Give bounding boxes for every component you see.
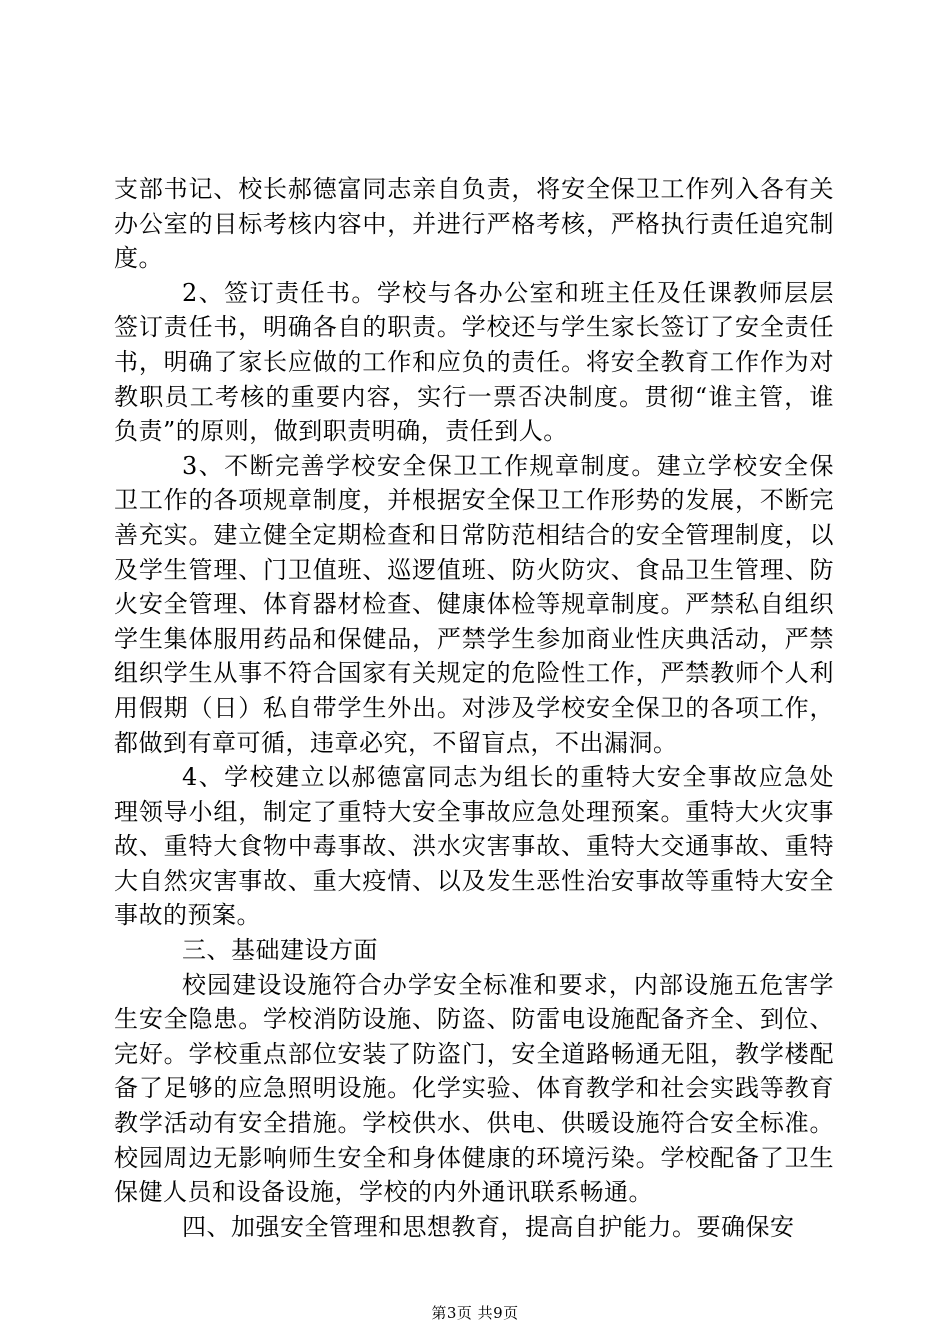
- section-heading-infrastructure: 三、基础建设方面: [182, 936, 378, 965]
- document-body: [114, 172, 834, 1244]
- paragraph-4: 4、学校建立以郝德富同志为组长的重特大安全事故应急处理领导小组，制定了重特大安全事故应急处理预案。重特大火灾事故、重特大食物中毒事故、洪水灾害事故、重特大交通事故、重特大自然灾害事故、重大疫情、以及发生恶性治安事故等重特大安全事故的预案。: [114, 763, 834, 930]
- paragraph-5: 校园建设设施符合办学安全标准和要求，内部设施五危害学生安全隐患。学校消防设施、防盗、防雷电设施配备齐全、到位、完好。学校重点部位安装了防盗门，安全道路畅通无阻，教学楼配备了足够的应急照明设施。化学实验、体育教学和社会实践等教育教学活动有安全措施。学校供水、供电、供暖设施符合安全标准。校园周边无影响师生安全和身体健康的环境污染。学校配备了卫生保健人员和设备设施，学校的内外通讯联系畅通。: [114, 970, 834, 1207]
- paragraph-3: 3、不断完善学校安全保卫工作规章制度。建立学校安全保卫工作的各项规章制度，并根据安全保卫工作形势的发展，不断完善充实。建立健全定期检查和日常防范相结合的安全管理制度，以及学生管理、门卫值班、巡逻值班、防火防灾、食品卫生管理、防火安全管理、体育器材检查、健康体检等规章制度。严禁私自组织学生集体服用药品和保健品，严禁学生参加商业性庆典活动，严禁组织学生从事不符合国家有关规定的危险性工作，严禁教师个人利用假期（日）私自带学生外出。对涉及学校安全保卫的各项工作，都做到有章可循，违章必究，不留盲点，不出漏洞。: [114, 451, 834, 757]
- paragraph-1: 支部书记、校长郝德富同志亲自负责，将安全保卫工作列入各有关办公室的目标考核内容中，并进行严格考核，严格执行责任追究制度。: [114, 175, 834, 273]
- section-heading-safety-management: 四、加强安全管理和思想教育，提高自护能力。要确保安: [182, 1212, 795, 1241]
- paragraph-2: 2、签订责任书。学校与各办公室和班主任及任课教师层层签订责任书，明确各自的职责。学校还与学生家长签订了安全责任书，明确了家长应做的工作和应负的责任。将安全教育工作作为对教职员工考核的重要内容，实行一票否决制度。贯彻“谁主管，谁负责”的原则，做到职责明确，责任到人。: [114, 278, 834, 446]
- page-footer: 第3页 共9页: [431, 1304, 519, 1322]
